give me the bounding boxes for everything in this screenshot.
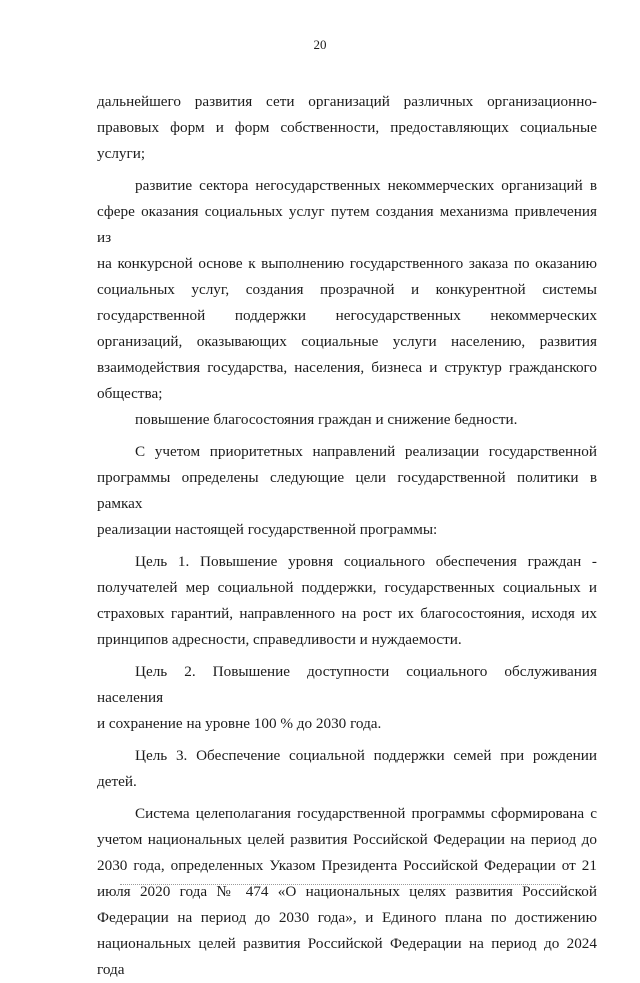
text-line: правовых форм и форм собственности, предоставляющих социальные bbox=[97, 119, 597, 136]
text-line: получателей мер социальной поддержки, государственных социальных и bbox=[97, 579, 597, 596]
text-line: сфере оказания социальных услуг путем создания механизма привлечения из bbox=[97, 203, 597, 246]
text-line: 2030 года, определенных Указом Президента Российской Федерации от 21 bbox=[97, 857, 597, 874]
document-body bbox=[97, 89, 597, 983]
text-line: развитие сектора негосударственных некоммерческих организаций в bbox=[135, 177, 597, 194]
text-line: учетом национальных целей развития Российской Федерации на период до bbox=[97, 831, 597, 848]
text-line: национальных целей развития Российской Федерации на период до 2024 года bbox=[97, 935, 597, 978]
text-line: Федерации на период до 2030 года», и Единого плана по достижению bbox=[97, 909, 597, 926]
text-line: общества; bbox=[97, 385, 163, 402]
text-line: услуги; bbox=[97, 145, 146, 162]
text-line: социальных услуг, создания прозрачной и конкурентной системы bbox=[97, 281, 597, 298]
text-line: государственной поддержки негосударственных некоммерческих bbox=[97, 307, 597, 324]
text-line: организаций, оказывающих социальные услуги населению, развития bbox=[97, 333, 597, 350]
text-line: страховых гарантий, направленного на рост их благосостояния, исходя их bbox=[97, 605, 597, 622]
text-line: и сохранение на уровне 100 % до 2030 года. bbox=[97, 715, 382, 732]
text-line: июля 2020 года № 474 «О национальных целях развития Российской bbox=[97, 883, 597, 900]
page-number: 20 bbox=[313, 37, 327, 52]
text-line: повышение благосостояния граждан и снижение бедности. bbox=[135, 411, 518, 428]
text-line: Цель 1. Повышение уровня социального обеспечения граждан - bbox=[135, 553, 597, 570]
text-line: С учетом приоритетных направлений реализации государственной bbox=[135, 443, 597, 460]
text-line: взаимодействия государства, населения, бизнеса и структур гражданского bbox=[97, 359, 597, 376]
text-line: на конкурсной основе к выполнению государственного заказа по оказанию bbox=[97, 255, 597, 272]
text-line: Цель 3. Обеспечение социальной поддержки семей при рождении bbox=[135, 747, 597, 764]
text-line: реализации настоящей государственной программы: bbox=[97, 521, 438, 538]
text-line: программы определены следующие цели государственной политики в рамках bbox=[97, 469, 597, 512]
footer-divider bbox=[120, 884, 560, 885]
text-line: Система целеполагания государственной программы сформирована с bbox=[135, 805, 597, 822]
text-line: принципов адресности, справедливости и нуждаемости. bbox=[97, 631, 462, 648]
text-line: Цель 2. Повышение доступности социального обслуживания населения bbox=[97, 663, 597, 706]
text-line: детей. bbox=[97, 773, 137, 790]
text-line: дальнейшего развития сети организаций различных организационно- bbox=[97, 93, 597, 110]
